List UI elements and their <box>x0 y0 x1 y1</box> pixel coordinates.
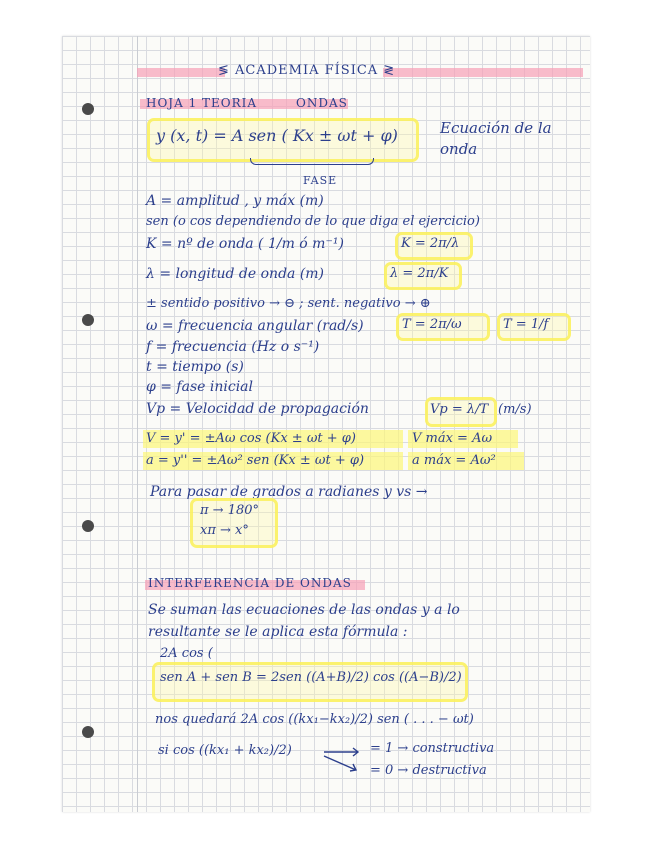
condition-arrows-icon <box>322 742 364 776</box>
binder-hole-icon <box>82 520 94 532</box>
definition-phase: φ = fase inicial <box>146 379 253 395</box>
phase-brace <box>250 158 374 165</box>
pink-highlight <box>383 68 583 77</box>
sheet-label: HOJA 1 TEORIA <box>146 96 258 110</box>
period-formula-2: T = 1/f <box>503 317 549 332</box>
vp-units: (m/s) <box>498 402 532 417</box>
interference-result: nos quedará 2A cos ((kx₁−kx₂)/2) sen ( . . . − ωt) <box>155 712 474 727</box>
conversion-intro: Para pasar de grados a radianes y vs → <box>150 484 428 500</box>
k-formula: K = 2π/λ <box>401 236 460 251</box>
definition-frequency: f = frecuencia (Hz o s⁻¹) <box>146 339 320 355</box>
definition-sign: ± sentido positivo → ⊖ ; sent. negativo → ⊕ <box>146 296 431 311</box>
topic-label: ONDAS <box>296 96 348 110</box>
conversion-line-1: π → 180° <box>200 503 260 518</box>
vp-formula: Vp = λ/T <box>430 402 489 417</box>
destructive-outcome: = 0 → destructiva <box>370 763 487 778</box>
definition-sen: sen (o cos dependiendo de lo que diga el ejercicio) <box>146 214 480 229</box>
pink-highlight <box>137 68 225 77</box>
definition-omega: ω = frecuencia angular (rad/s) <box>146 318 364 334</box>
interference-title: INTERFERENCIA DE ONDAS <box>148 576 352 590</box>
page-title: ≶ ACADEMIA FÍSICA ≷ <box>218 63 396 78</box>
sum-to-product-formula: sen A + sen B = 2sen ((A+B)/2) cos ((A−B)/2) <box>160 670 462 685</box>
interference-pre: 2A cos ( <box>160 646 213 661</box>
binder-hole-icon <box>82 103 94 115</box>
interference-line-1: Se suman las ecuaciones de las ondas y a lo <box>148 602 460 618</box>
definition-lambda: λ = longitud de onda (m) <box>146 266 325 282</box>
period-formula-1: T = 2π/ω <box>402 317 462 332</box>
acceleration-equation: a = y'' = ±Aω² sen (Kx ± ωt + φ) <box>146 453 365 468</box>
conversion-line-2: xπ → x° <box>200 523 249 538</box>
equation-label-2: onda <box>440 140 478 158</box>
interference-condition: si cos ((kx₁ + kx₂)/2) <box>158 743 292 758</box>
constructive-outcome: = 1 → constructiva <box>370 741 495 756</box>
equation-label-1: Ecuación de la <box>440 119 552 137</box>
amax-formula: a máx = Aω² <box>412 453 496 468</box>
binder-hole-icon <box>82 726 94 738</box>
interference-line-2: resultante se le aplica esta fórmula : <box>148 624 408 640</box>
definition-velocity: Vp = Velocidad de propagación <box>146 401 369 417</box>
binder-hole-icon <box>82 314 94 326</box>
phase-label: FASE <box>303 174 338 187</box>
page-margin-line <box>137 36 138 812</box>
vmax-formula: V máx = Aω <box>412 431 493 446</box>
lambda-formula: λ = 2π/K <box>390 266 449 281</box>
definition-k: K = nº de onda ( 1/m ó m⁻¹) <box>146 236 344 252</box>
velocity-equation: V = y' = ±Aω cos (Kx ± ωt + φ) <box>146 431 356 446</box>
definition-time: t = tiempo (s) <box>146 359 244 375</box>
definition-amplitude: A = amplitud , y máx (m) <box>146 193 324 209</box>
wave-equation: y (x, t) = A sen ( Kx ± ωt + φ) <box>156 126 398 145</box>
